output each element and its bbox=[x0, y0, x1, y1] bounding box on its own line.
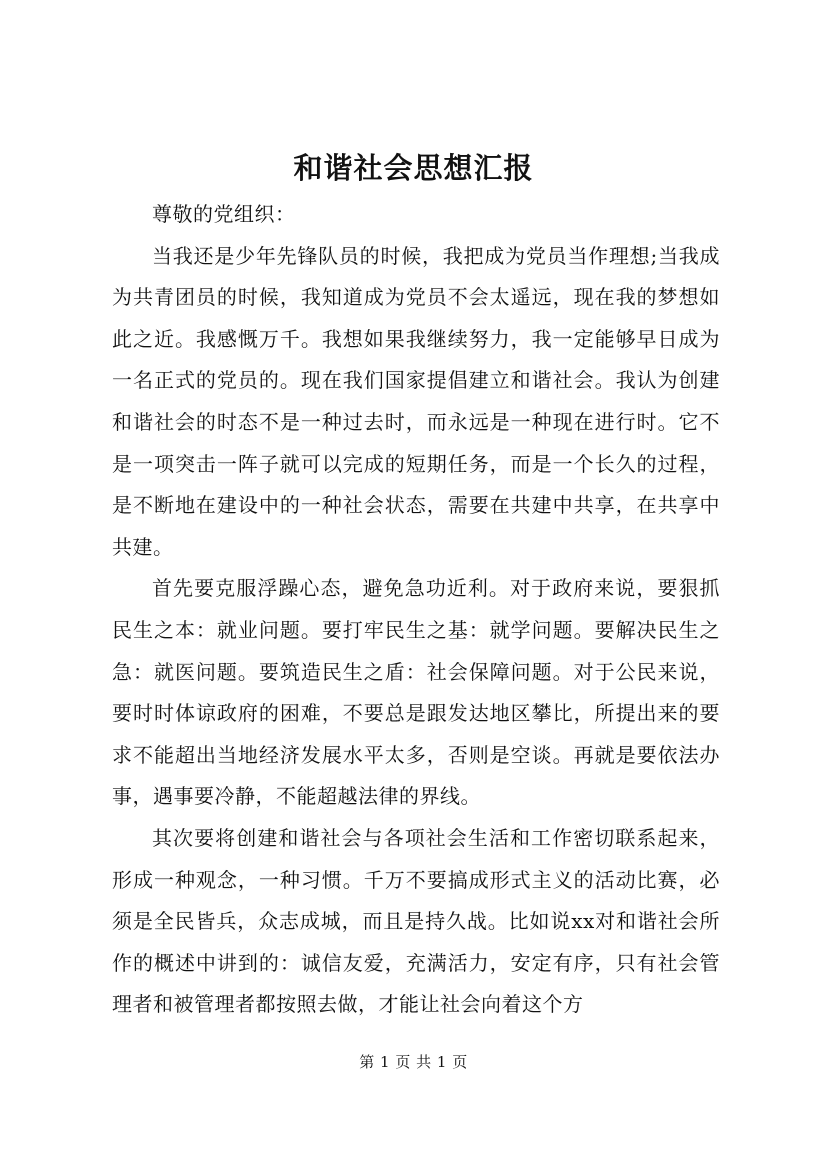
paragraph-1: 当我还是少年先锋队员的时候，我把成为党员当作理想;当我成为共青团员的时候，我知道成为党员不会太遥远，现在我的梦想如此之近。我感慨万千。我想如果我继续努力，我一定能够早日成为一名正式的党员的。现在我们国家提倡建立和谐社会。我认为创建和谐社会的时态不是一种过去时，而永远是一种现在进行时。它不是一项突击一阵子就可以完成的短期任务，而是一个长久的过程，是不断地在建设中的一种社会状态，需要在共建中共享，在共享中共建。 bbox=[112, 243, 720, 559]
paragraph-3: 其次要将创建和谐社会与各项社会生活和工作密切联系起来，形成一种观念，一种习惯。千万不要搞成形式主义的活动比赛，必须是全民皆兵，众志成城，而且是持久战。比如说xx对和谐社会所作的概述中讲到的：诚信友爱，充满活力，安定有序，只有社会管理者和被管理者都按照去做，才能让社会向着这个方 bbox=[112, 825, 720, 1017]
paragraph-2: 首先要克服浮躁心态，避免急功近利。对于政府来说，要狠抓民生之本：就业问题。要打牢民生之基：就学问题。要解决民生之急：就医问题。要筑造民生之盾：社会保障问题。对于公民来说，要时时体谅政府的困难，不要总是跟发达地区攀比，所提出来的要求不能超出当地经济发展水平太多，否则是空谈。再就是要依法办事，遇事要冷静，不能超越法律的界线。 bbox=[112, 576, 720, 809]
document-title: 和谐社会思想汇报 bbox=[293, 151, 534, 185]
document-body bbox=[112, 194, 720, 1026]
page-footer: 第 1 页 共 1 页 bbox=[359, 1053, 468, 1071]
salutation: 尊敬的党组织： bbox=[152, 202, 296, 226]
